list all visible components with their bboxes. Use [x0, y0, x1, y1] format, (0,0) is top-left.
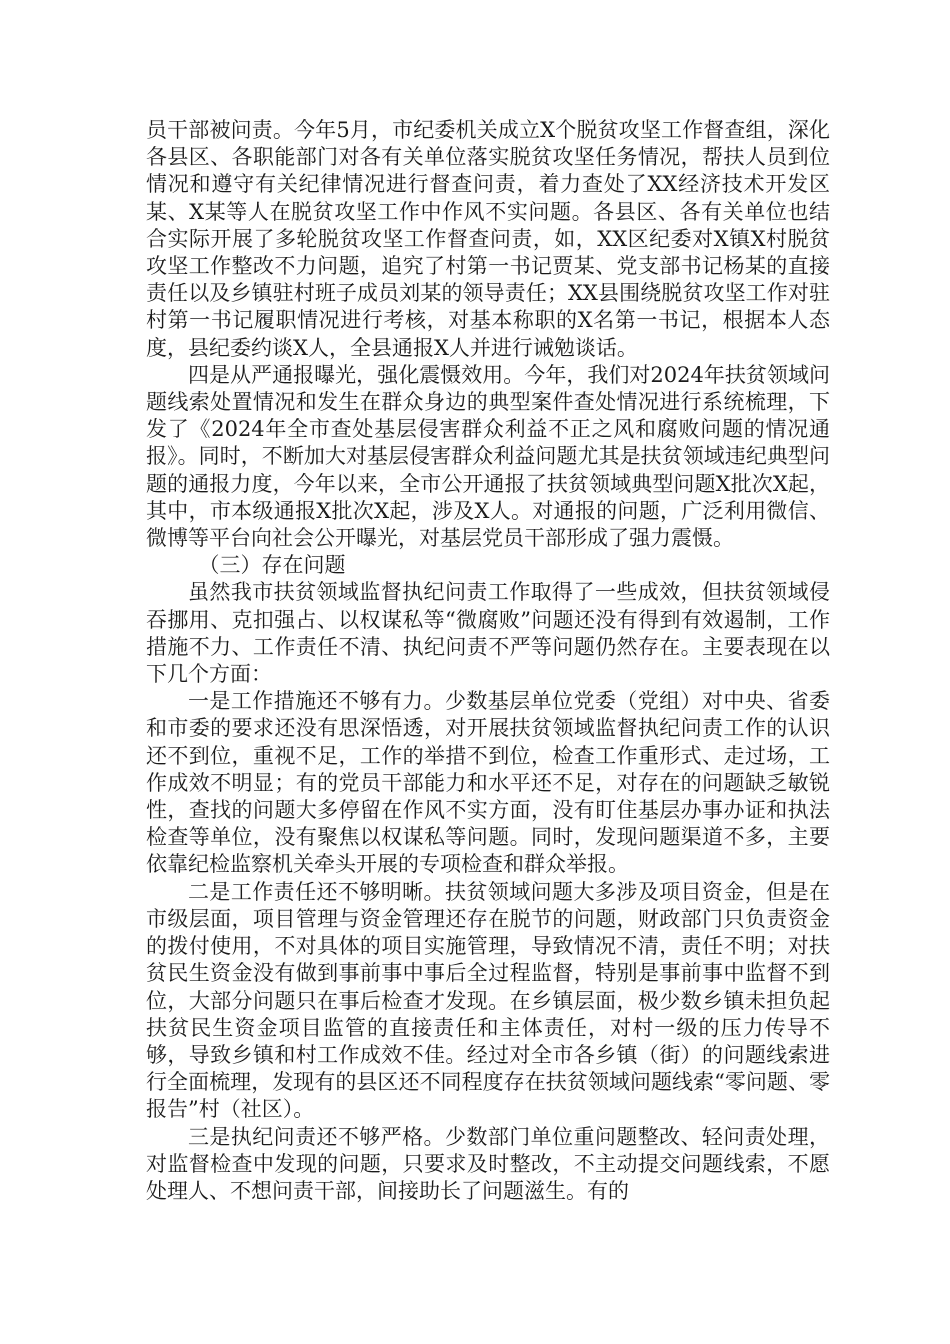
document-page	[146, 117, 830, 1205]
paragraph-continuation: 员干部被问责。今年5月，市纪委机关成立X个脱贫攻坚工作督查组，深化各县区、各职能部门对各有关单位落实脱贫攻坚任务情况，帮扶人员到位情况和遵守有关纪律情况进行督查问责，着力查处了XX经济技术开发区 某、X某等人在脱贫攻坚工作中作风不实问题。各县区、各有关单位也结合实际开展了多轮脱贫攻坚工作督查问责，如，XX区纪委对X镇X村脱贫攻坚工作整改不力问题，追究了村第一书记贾某、党支部书记杨某的直接责任以及乡镇驻村班子成员刘某的领导责任；XX县围绕脱贫攻坚工作对驻村第一书记履职情况进行考核，对基本称职的X名第一书记，根据本人态度，县纪委约谈X人，全县通报X人并进行诫勉谈话。	[146, 118, 830, 360]
section-heading-existing-problems: （三）存在问题	[198, 553, 346, 578]
paragraph-strict-notification: 四是从严通报曝光，强化震慑效用。今年，我们对2024年扶贫领域问题线索处置情况和发生在群众身边的典型案件查处情况进行系统梳理，下发了《2024年全市查处基层侵害群众利益不正之风和腐败问题的情况通报》。同时，不断加大对基层侵害群众利益问题尤其是扶贫领域违纪典型问题的通报力度，今年以来，全市公开通报了扶贫领域典型问题X批次X起，其中，市本级通报X批次X起，涉及X人。对通报的问题，广泛利用微信、微博等平台向社会公开曝光，对基层党员干部形成了强力震慑。	[146, 362, 830, 551]
paragraph-measures-not-strong: 一是工作措施还不够有力。少数基层单位党委（党组）对中央、省委和市委的要求还没有思深悟透，对开展扶贫领域监督执纪问责工作的认识还不到位，重视不足，工作的举措不到位，检查工作重形式、走过场，工作成效不明显；有的党员干部能力和水平还不足，对存在的问题缺乏敏锐性，查找的问题大多停留在作风不实方面，没有盯住基层办事办证和执法检查等单位，没有聚焦以权谋私等问题。同时，发现问题渠道不多，主要依靠纪检监察机关牵头开展的专项检查和群众举报。	[146, 689, 830, 877]
paragraph-responsibility-unclear: 二是工作责任还不够明晰。扶贫领域问题大多涉及项目资金，但是在市级层面，项目管理与资金管理还存在脱节的问题，财政部门只负责资金的拨付使用，不对具体的项目实施管理，导致情况不清，责任不明；对扶贫民生资金没有做到事前事中事后全过程监督，特别是事前事中监督不到位，大部分问题只在事后检查才发现。在乡镇层面，极少数乡镇未担负起扶贫民生资金项目监管的直接责任和主体责任，对村一级的压力传导不够，导致乡镇和村工作成效不佳。经过对全市各乡镇（街）的问题线索进行全面梳理，发现有的县区还不同程度存在扶贫领域问题线索“零问题、零报告”村（社区）。	[146, 879, 830, 1122]
paragraph-accountability-not-strict: 三是执纪问责还不够严格。少数部门单位重问题整改、轻问责处理，对监督检查中发现的问题，只要求及时整改，不主动提交问题线索，不愿处理人、不想问责干部，间接助长了问题滋生。有的	[146, 1124, 830, 1203]
paragraph-problems-intro: 虽然我市扶贫领域监督执纪问责工作取得了一些成效，但扶贫领域侵吞挪用、克扣强占、以权谋私等“微腐败”问题还没有得到有效遏制，工作措施不力、工作责任不清、执纪问责不严等问题仍然存在。主要表现在以下几个方面：	[146, 580, 830, 687]
